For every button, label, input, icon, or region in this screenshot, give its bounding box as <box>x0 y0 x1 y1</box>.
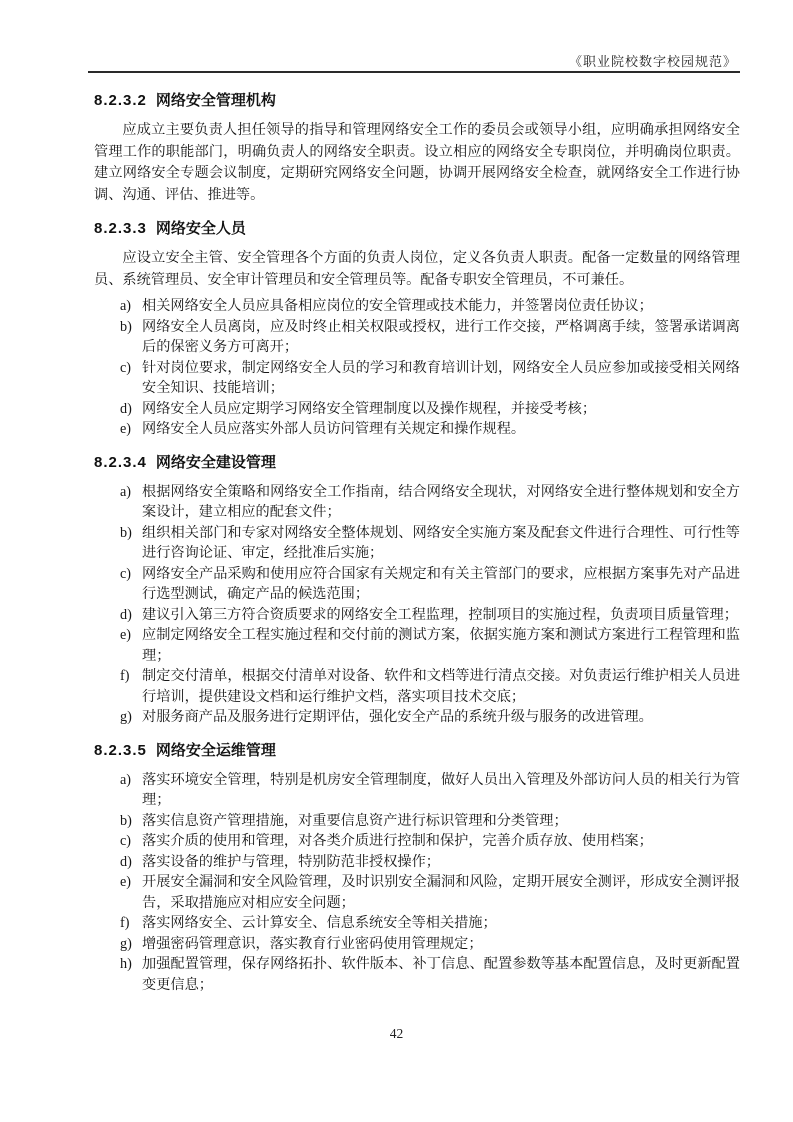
list-item-text: 网络安全人员应定期学习网络安全管理制度以及操作规程，并接受考核； <box>142 400 597 417</box>
section-paragraphs <box>94 248 740 291</box>
section-heading <box>94 454 740 472</box>
list-item <box>94 934 740 955</box>
list-item-marker: a) <box>120 771 132 788</box>
list-item-marker: e) <box>120 874 132 890</box>
running-header-title: 《职业院校数字校园规范》 <box>568 54 737 69</box>
list-item-text: 相关网络安全人员应具备相应岗位的安全管理或技术能力，并签署岗位责任协议； <box>142 298 653 314</box>
list-item-text: 加强配置管理，保存网络拓扑、软件版本、补丁信息、配置参数等基本配置信息，及时更新配置变更信息； <box>142 956 740 993</box>
list-item <box>94 707 740 728</box>
list-item-marker: c) <box>120 565 132 582</box>
list-item <box>94 317 740 358</box>
list-item-marker: b) <box>120 524 132 541</box>
list-item-text: 落实信息资产管理措施，对重要信息资产进行标识管理和分类管理； <box>142 812 568 829</box>
section-heading <box>94 742 740 760</box>
section-title: 网络安全人员 <box>155 220 246 237</box>
list-item-text: 针对岗位要求，制定网络安全人员的学习和教育培训计划，网络安全人员应参加或接受相关网络安全知识、技能培训； <box>142 359 740 396</box>
list-item-marker: e) <box>120 421 132 437</box>
list-item <box>94 872 740 913</box>
list-item <box>94 523 740 564</box>
section-title: 网络安全建设管理 <box>155 453 276 471</box>
list-item-text: 应制定网络安全工程实施过程和交付前的测试方案，依据实施方案和测试方案进行工程管理和监理； <box>142 627 740 664</box>
list-item-text: 落实介质的使用和管理，对各类介质进行控制和保护，完善介质存放、使用档案； <box>142 833 653 849</box>
section-number: 8.2.3.2 <box>94 92 147 109</box>
list-item-marker: e) <box>120 627 132 643</box>
list-item-marker: g) <box>120 709 132 725</box>
list-item-text: 组织相关部门和专家对网络安全整体规划、网络安全实施方案及配套文件进行合理性、可行性等进行咨询论证、审定，经批准后实施； <box>142 524 740 561</box>
list-item-text: 对服务商产品及服务进行定期评估，强化安全产品的系统升级与服务的改进管理。 <box>142 709 653 725</box>
list-item <box>94 811 740 832</box>
list-item <box>94 358 740 399</box>
section-title: 网络安全运维管理 <box>155 741 276 759</box>
paragraph: 应设立安全主管、安全管理各个方面的负责人岗位，定义各负责人职责。配备一定数量的网络管理员、系统管理员、安全审计管理员和安全管理员等。配备专职安全管理员，不可兼任。 <box>94 250 740 288</box>
list-item-marker: h) <box>120 956 132 972</box>
list-item <box>94 666 740 707</box>
list-item <box>94 831 740 852</box>
list-item-marker: d) <box>120 853 132 870</box>
section-heading <box>94 92 740 110</box>
list-item-text: 网络安全人员离岗，应及时终止相关权限或授权，进行工作交接，严格调离手续，签署承诺调离后的保密义务方可离开； <box>142 318 740 355</box>
header-rule <box>88 71 740 73</box>
list-item <box>94 605 740 626</box>
section-number: 8.2.3.3 <box>94 220 147 237</box>
list-item-marker: d) <box>120 606 132 623</box>
list-item-marker: g) <box>120 935 132 952</box>
list-item-marker: a) <box>120 483 132 500</box>
section-number: 8.2.3.4 <box>94 453 147 471</box>
list-item <box>94 625 740 666</box>
list-item <box>94 913 740 934</box>
list-item-text: 落实网络安全、云计算安全、信息系统安全等相关措施； <box>142 915 497 931</box>
section <box>94 220 740 440</box>
section <box>94 454 740 728</box>
list-item-marker: c) <box>120 833 132 849</box>
list-item <box>94 482 740 523</box>
list-item <box>94 399 740 420</box>
list-item-text: 制定交付清单，根据交付清单对设备、软件和文档等进行清点交接。对负责运行维护相关人员进行培训，提供建设文档和运行维护文档，落实项目技术交底； <box>142 668 740 705</box>
paragraph: 应成立主要负责人担任领导的指导和管理网络安全工作的委员会或领导小组，应明确承担网络安全管理工作的职能部门，明确负责人的网络安全职责。设立相应的网络安全专职岗位，并明确岗位职责。建立网络安全专题会议制度，定期研究网络安全问题，协调开展网络安全检查，就网络安全工作进行协调、沟通、评估、推进等。 <box>94 122 740 203</box>
list-item-text: 落实设备的维护与管理，特别防范非授权操作； <box>142 853 440 870</box>
list-item <box>94 419 740 440</box>
list-item-marker: f) <box>120 915 130 931</box>
list-item-text: 建议引入第三方符合资质要求的网络安全工程监理，控制项目的实施过程，负责项目质量管理； <box>142 606 738 623</box>
section <box>94 742 740 996</box>
section-items <box>94 770 740 996</box>
list-item-text: 开展安全漏洞和安全风险管理，及时识别安全漏洞和风险，定期开展安全测评，形成安全测评报告，采取措施应对相应安全问题； <box>142 874 740 911</box>
page-number: 42 <box>389 1026 404 1041</box>
section-title: 网络安全管理机构 <box>155 92 276 109</box>
section-items <box>94 482 740 728</box>
section-number: 8.2.3.5 <box>94 741 147 759</box>
section-heading <box>94 220 740 238</box>
list-item-text: 网络安全人员应落实外部人员访问管理有关规定和操作规程。 <box>142 421 526 437</box>
section-paragraphs <box>94 120 740 206</box>
list-item <box>94 296 740 317</box>
list-item-marker: a) <box>120 298 132 314</box>
list-item <box>94 852 740 873</box>
section <box>94 92 740 206</box>
list-item-marker: f) <box>120 668 130 684</box>
document-body <box>94 86 740 995</box>
list-item-text: 网络安全产品采购和使用应符合国家有关规定和有关主管部门的要求，应根据方案事先对产品进行选型测试，确定产品的候选范围； <box>142 565 740 602</box>
list-item-marker: b) <box>120 318 132 335</box>
list-item-marker: b) <box>120 812 132 829</box>
list-item-marker: d) <box>120 400 132 417</box>
list-item <box>94 954 740 995</box>
section-items <box>94 296 740 440</box>
list-item-marker: c) <box>120 359 132 376</box>
list-item-text: 落实环境安全管理，特别是机房安全管理制度，做好人员出入管理及外部访问人员的相关行为管理； <box>142 771 740 808</box>
list-item-text: 根据网络安全策略和网络安全工作指南，结合网络安全现状，对网络安全进行整体规划和安全方案设计，建立相应的配套文件； <box>142 483 740 520</box>
list-item <box>94 770 740 811</box>
list-item <box>94 564 740 605</box>
list-item-text: 增强密码管理意识，落实教育行业密码使用管理规定； <box>142 935 483 952</box>
